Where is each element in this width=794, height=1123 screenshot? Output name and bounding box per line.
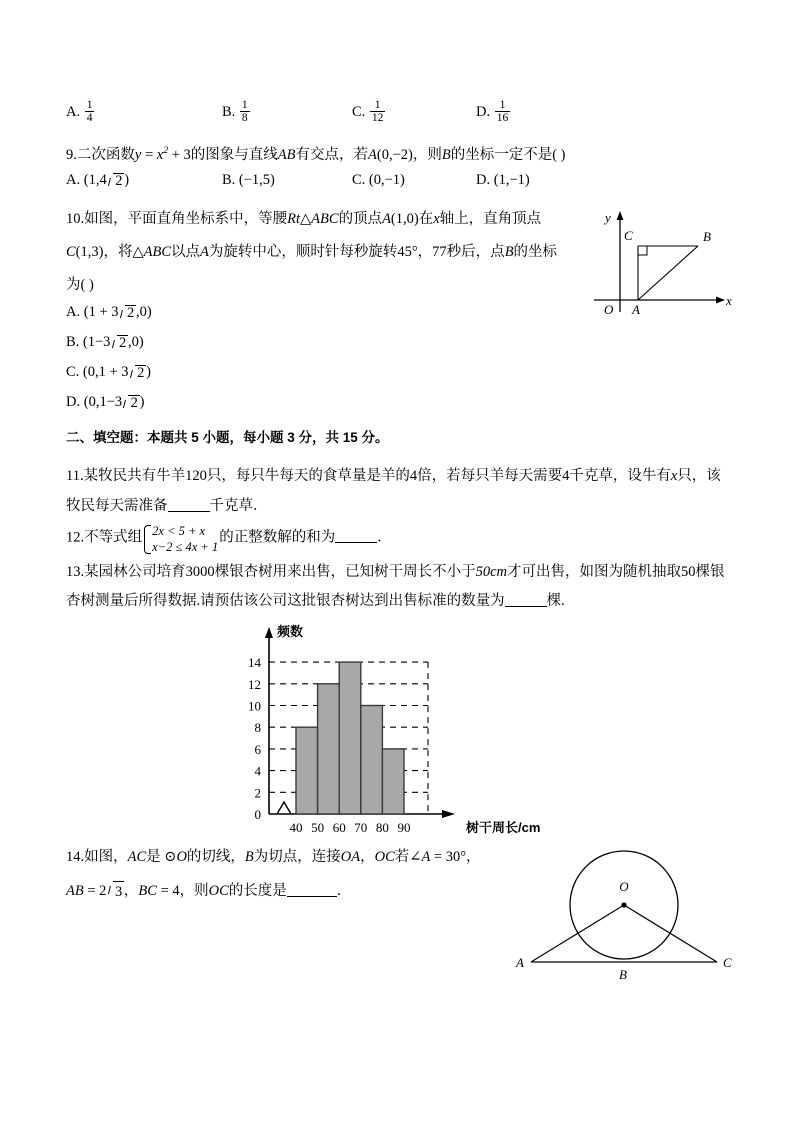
label-a: A: [516, 955, 524, 970]
q10-choice-d-post: ): [139, 394, 145, 410]
q9-number: 9.: [66, 146, 77, 163]
origin-label: O: [604, 302, 614, 317]
q14-segment-bc: BC: [138, 883, 157, 899]
q10-x-axis-label: x: [433, 211, 440, 227]
q14-segment-oa: OA: [340, 849, 361, 865]
q10-line1-part4: 轴上，直角顶点: [439, 211, 542, 227]
q9-point-a-coord: (0,−2): [376, 146, 413, 163]
ytick-10: 10: [248, 698, 261, 714]
label-b: B: [619, 967, 627, 982]
q10-line2-part2: 以点: [171, 244, 201, 260]
bar-70-80: [361, 706, 383, 815]
q9-stem-part3: 有交点，若: [295, 146, 369, 163]
histogram-y-ticks: [248, 655, 262, 822]
question-14-line-1: [66, 846, 481, 868]
q9-choice-b-letter: B.: [222, 172, 236, 188]
question-9-stem: [66, 143, 566, 166]
q10-choice-b-radicand: 2: [118, 334, 127, 351]
q14-line1-part3: 的切线，: [186, 849, 245, 865]
q14-answer-blank[interactable]: [287, 882, 337, 897]
q9-equals: =: [141, 146, 157, 163]
q10-choice-b-sqrt: [111, 334, 128, 351]
q14-line2-comma: ，: [123, 883, 139, 899]
question-11-line-2: [66, 495, 268, 517]
q14-segment-ab: AB: [66, 883, 84, 899]
q9-stem-part2: 的图象与直线: [190, 146, 278, 163]
point-c-label: C: [624, 228, 633, 243]
bar-40-50: [296, 727, 318, 814]
q8-choice-a-denominator: 4: [86, 112, 93, 125]
q10-choice-d-sqrt: [123, 394, 140, 411]
q14-line1-part5: 若∠: [394, 849, 422, 865]
q10-triangle-symbol-2: △: [132, 244, 144, 260]
q8-choice-c-fraction: [370, 99, 386, 124]
label-o: O: [619, 879, 629, 894]
q10-choice-a-pre: (1 + 3: [83, 304, 119, 320]
q10-choice-d-letter: D.: [66, 394, 81, 410]
ytick-2: 2: [254, 785, 261, 801]
q9-exponent: 2: [163, 145, 169, 156]
q10-choice-a-letter: A.: [66, 304, 81, 320]
q10-line2-part1: ，将: [103, 244, 133, 260]
q13-answer-blank[interactable]: [505, 592, 547, 607]
q11-line1-part2: 只，该: [677, 468, 721, 484]
question-11-line-1: [66, 465, 721, 487]
q10-line2-part3: 为旋转中心，顺时针每秒旋转45°，77秒后，点: [208, 244, 505, 260]
q8-choice-a-letter: A.: [66, 103, 81, 120]
q8-choice-c-letter: C.: [352, 103, 366, 120]
q14-line1-part1: 如图，: [84, 849, 128, 865]
q8-choice-a-fraction: [85, 99, 95, 124]
q10-line1-part3: 在: [418, 211, 434, 227]
q10-point-a-coord: (1,0): [390, 211, 419, 227]
q11-line1-part1: 某牧民共有牛羊120只，每只牛每天的食草量是羊的4倍，若每只羊每天需要4千克草，设牛有: [83, 468, 671, 484]
q10-choice-c-letter: C.: [66, 364, 80, 380]
point-b-label: B: [703, 229, 711, 244]
q14-segment-oc-1: OC: [374, 849, 395, 865]
q11-number: 11.: [66, 468, 84, 484]
question-10-line-3: [66, 274, 94, 296]
bar-50-60: [318, 684, 340, 814]
q10-line2-part4: 的坐标: [513, 244, 558, 260]
q10-number: 10.: [66, 211, 85, 227]
q10-line1-part1: 如图，平面直角坐标系中，等腰: [84, 211, 288, 227]
q10-triangle-abc-1: ABC: [311, 211, 339, 227]
ytick-4: 4: [254, 763, 261, 779]
ytick-0: 0: [254, 807, 261, 822]
q14-segment-oc-2: OC: [208, 883, 229, 899]
q13-line1-part1: 某园林公司培育3000棵银杏树用来出售，已知树干周长不小于: [84, 564, 476, 580]
xtick-50: 50: [311, 820, 325, 835]
bar-80-90: [382, 749, 404, 814]
question-13-line-2: [66, 590, 565, 612]
question-14-line-2: [66, 880, 351, 902]
q10-choice-b-pre: (1−3: [82, 334, 111, 350]
q12-inequality-system: [144, 524, 218, 555]
q13-threshold-cm: 50cm: [475, 564, 508, 580]
section-2-heading: [66, 428, 389, 448]
q8-choice-d-letter: D.: [476, 103, 491, 120]
q12-number: 12.: [66, 529, 85, 546]
question-13-line-1: [66, 561, 725, 583]
q10-triangle-symbol-1: △: [300, 211, 312, 227]
q9-choice-c[interactable]: [352, 172, 405, 189]
point-a-label: A: [632, 302, 640, 317]
q10-choice-d-radicand: 2: [130, 394, 138, 411]
q9-stem-part5: 的坐标一定不是( ): [450, 146, 566, 163]
q12-suffix: 的正整数解的和为: [219, 529, 336, 546]
ytick-12: 12: [248, 676, 261, 692]
histogram-x-ticks: [290, 820, 411, 835]
q13-number: 13.: [66, 564, 85, 580]
q14-line1-part2: 是 ⊙: [146, 849, 177, 865]
q9-choice-d-value: (1,−1): [493, 172, 530, 188]
q13-line2-part1: 杏树测量后所得数据.请预估该公司这批银杏树达到出售标准的数量为: [66, 593, 505, 609]
q8-choice-d-fraction: [495, 99, 511, 124]
ytick-6: 6: [254, 741, 261, 757]
q9-stem-part4: ，则: [412, 146, 442, 163]
q10-figure: [586, 206, 736, 318]
q9-point-a: A: [368, 146, 377, 163]
label-c: C: [723, 955, 732, 970]
q11-line2-part2: 千克草．: [209, 498, 268, 514]
q10-point-c-coord: (1,3): [75, 244, 104, 260]
segment-oa: [531, 905, 624, 962]
q13-histogram-figure: [214, 618, 634, 835]
q13-line2-part2: 棵.: [546, 593, 565, 609]
q10-point-c: C: [66, 244, 76, 260]
q9-choice-d[interactable]: [476, 172, 530, 189]
q10-point-b: B: [504, 244, 514, 260]
xtick-70: 70: [354, 820, 368, 835]
q14-line2-part1: 的长度是: [228, 883, 287, 899]
q10-choice-a-radicand: 2: [127, 304, 135, 321]
q10-rt-label: Rt: [287, 211, 301, 227]
q8-choice-c[interactable]: [352, 99, 386, 124]
q10-line1-part2: 的顶点: [338, 211, 383, 227]
q10-choice-a-sqrt: [120, 304, 137, 321]
q9-choice-a-radicand: 2: [115, 172, 123, 189]
q10-choice-c-pre: (0,1 + 3: [82, 364, 129, 380]
xtick-60: 60: [332, 820, 346, 835]
question-10-line-1: [66, 208, 541, 230]
q8-choice-b-letter: B.: [222, 103, 236, 120]
q14-point-b: B: [244, 849, 254, 865]
q9-choice-c-letter: C.: [352, 172, 366, 188]
q8-choice-d[interactable]: [476, 99, 511, 124]
q8-choice-d-denominator: 16: [496, 112, 509, 125]
q12-answer-blank[interactable]: [335, 529, 377, 544]
q11-line2-part1: 牧民每天需准备: [66, 498, 168, 514]
q8-choice-a[interactable]: [66, 99, 95, 124]
q9-choice-d-letter: D.: [476, 172, 491, 188]
q14-bc-equals: = 4，则: [156, 883, 209, 899]
q12-period: ．: [377, 529, 392, 546]
axis-break-marker: [277, 802, 291, 814]
q9-choice-a-letter: A.: [66, 172, 81, 188]
q9-segment-ab: AB: [277, 146, 296, 163]
q8-choice-b-fraction: [240, 99, 250, 124]
q10-point-a-1: A: [382, 211, 391, 227]
right-angle-marker: [638, 246, 647, 255]
q9-variable-x: x: [156, 146, 164, 163]
q8-choice-d-numerator: 1: [499, 99, 506, 111]
q9-choice-a-sqrt: [108, 172, 125, 189]
q10-choice-c[interactable]: [66, 364, 151, 381]
q8-choice-b-denominator: 8: [241, 112, 248, 125]
xtick-80: 80: [375, 820, 389, 835]
q14-segment-ac: AC: [127, 849, 147, 865]
q14-figure: [508, 845, 738, 995]
q10-choice-a-post: ,0): [136, 304, 152, 320]
q14-ab-equals: = 2: [83, 883, 107, 899]
histogram-y-axis-title: 频数: [277, 624, 304, 639]
q9-plus-three: + 3: [168, 146, 191, 163]
q11-variable-x: x: [670, 468, 678, 484]
q14-line1-comma: ，: [360, 849, 375, 865]
x-axis-label: x: [726, 293, 732, 308]
q9-choice-b-value: (−1,5): [238, 172, 275, 188]
q10-choice-b[interactable]: [66, 334, 144, 351]
q8-choice-b[interactable]: [222, 99, 251, 124]
q14-line1-part4: 为切点，连接: [253, 849, 341, 865]
q12-inequality-2: x−2 ≤ 4x + 1: [152, 539, 219, 554]
q10-choice-d-pre: (0,1−3: [83, 394, 123, 410]
segment-oc: [624, 905, 717, 962]
q14-angle-a: A: [421, 849, 431, 865]
q10-point-a-2: A: [200, 244, 209, 260]
question-12: [66, 524, 392, 555]
q14-period: ．: [336, 883, 352, 899]
y-axis-label: y: [605, 210, 611, 225]
question-10-line-2: [66, 241, 557, 263]
q10-choice-a[interactable]: [66, 304, 152, 321]
q12-inequality-1: 2x < 5 + x: [152, 524, 206, 538]
histogram-y-axis-arrow: [265, 627, 273, 638]
histogram-bars: [296, 662, 404, 814]
histogram-x-axis-arrow: [442, 810, 455, 818]
x-axis-arrow: [716, 297, 725, 304]
section-2-heading-text: 二、填空题：本题共 5 小题，每小题 3 分，共 15 分。: [66, 430, 389, 445]
q14-sqrt-three: [107, 880, 124, 902]
ytick-14: 14: [248, 655, 261, 671]
q9-stem-part1: 二次函数: [76, 146, 135, 163]
q14-line1-part6: = 30°，: [430, 849, 481, 865]
q10-line3-text: 为( ): [66, 277, 94, 293]
q10-choice-c-sqrt: [130, 364, 147, 381]
q8-choice-c-denominator: 12: [371, 112, 384, 125]
q9-choice-a-post: ): [124, 172, 130, 188]
xtick-90: 90: [397, 820, 411, 835]
q14-radicand: 3: [114, 883, 123, 900]
q10-choice-b-post: ,0): [127, 334, 144, 350]
q12-prefix: 不等式组: [84, 529, 143, 546]
q9-choice-a[interactable]: [66, 172, 129, 189]
q9-choice-a-pre: (1,4: [83, 172, 107, 188]
q11-answer-blank[interactable]: [168, 497, 210, 512]
q9-variable-y: y: [134, 146, 142, 163]
histogram-x-axis-title: 树干周长/cm: [466, 820, 541, 835]
xtick-40: 40: [289, 820, 303, 835]
q14-number: 14.: [66, 849, 85, 865]
q9-choice-b[interactable]: [222, 172, 275, 189]
q9-choice-c-value: (0,−1): [368, 172, 405, 188]
y-axis-arrow: [617, 211, 624, 220]
q8-choice-a-numerator: 1: [86, 99, 93, 111]
bar-60-70: [339, 662, 361, 814]
q13-line1-part2: 才可出售，如图为随机抽取50棵银: [507, 564, 725, 580]
q10-choice-c-radicand: 2: [137, 364, 145, 381]
q9-point-b: B: [441, 146, 451, 163]
q10-choice-c-post: ): [146, 364, 151, 380]
q10-triangle-abc-2: ABC: [143, 244, 172, 260]
q14-circle-o: O: [176, 849, 187, 865]
q10-choice-b-letter: B.: [66, 334, 80, 350]
q8-choice-b-numerator: 1: [241, 99, 248, 111]
q8-choice-c-numerator: 1: [374, 99, 381, 111]
q10-choice-d[interactable]: [66, 394, 144, 411]
ytick-8: 8: [254, 720, 261, 736]
